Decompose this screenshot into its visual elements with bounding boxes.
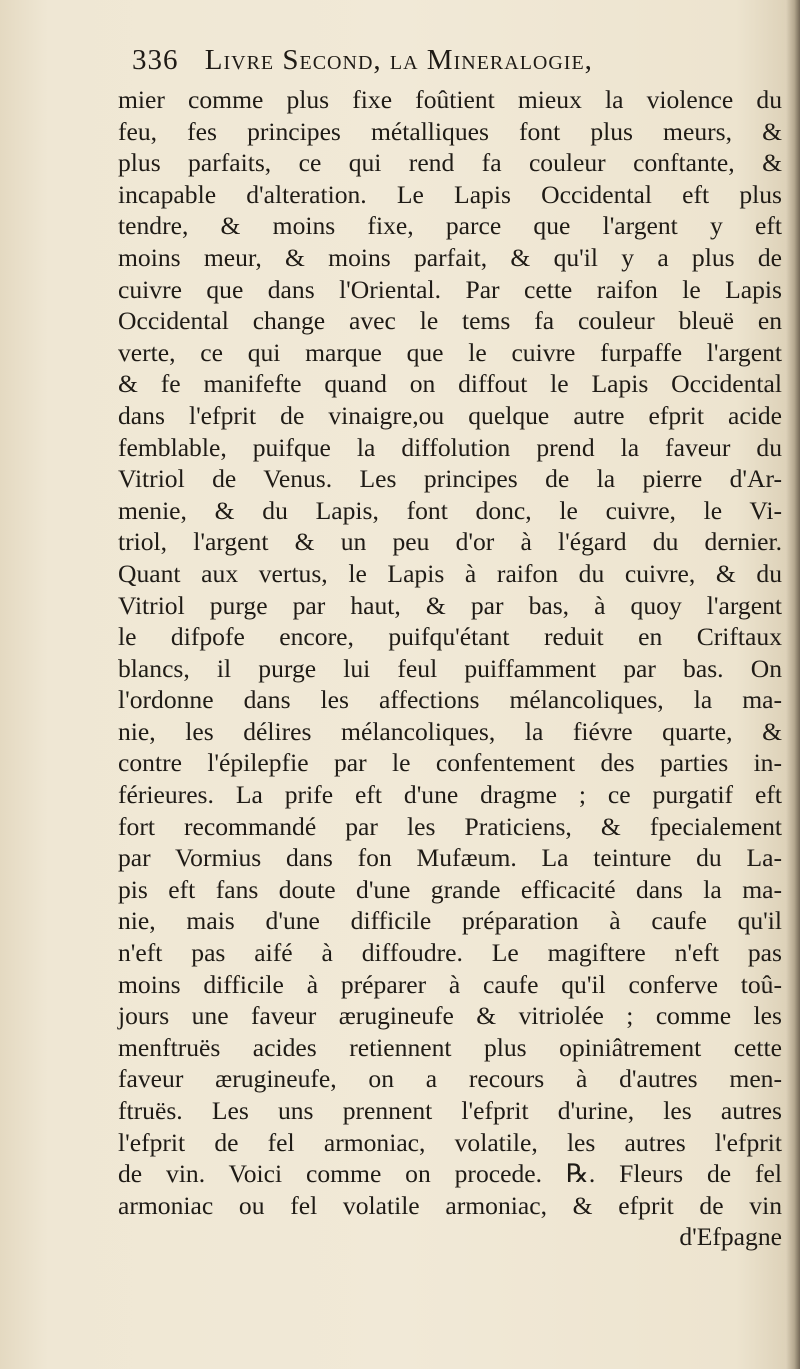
text-line: Quant aux vertus, le Lapis à raifon du cuivre, & du (118, 558, 782, 588)
text-line: nie, les délires mélancoliques, la fiévre quarte, & (118, 716, 782, 746)
text-line: férieures. La prife eft d'une dragme ; ce purgatif eft (118, 780, 782, 810)
text-line: ftruës. Les uns prennent l'efprit d'urine, les autres (118, 1096, 782, 1125)
text-line: menie, & du Lapis, font donc, le cuivre, le Vi- (118, 495, 782, 525)
text-line: Vitriol de Venus. Les principes de la pierre d'Ar- (118, 464, 782, 494)
text-line: le difpofe encore, puifqu'étant reduit en Criftaux (118, 622, 782, 652)
running-head (132, 44, 770, 84)
running-title: Livre Second, la Mineralogie, (204, 44, 593, 76)
page-edge-shadow (786, 0, 800, 1369)
text-line: nie, mais d'une difficile préparation à caufe qu'il (118, 906, 782, 936)
text-line: dans l'efprit de vinaigre,ou quelque autre efprit acide (118, 400, 782, 430)
text-line: moins difficile à préparer à caufe qu'il conferve toû- (118, 969, 782, 999)
page-number: 336 (132, 44, 179, 76)
text-line: armoniac ou fel volatile armoniac, & efprit de vin (118, 1190, 782, 1220)
text-line: tendre, & moins fixe, parce que l'argent y eft (118, 211, 782, 241)
text-line: Vitriol purge par haut, & par bas, à quoy l'argent (118, 590, 782, 620)
text-line: n'eft pas aifé à diffoudre. Le magiftere n'eft pas (118, 938, 782, 968)
text-line: verte, ce qui marque que le cuivre furpaffe l'argent (118, 337, 782, 367)
text-line: mier comme plus fixe foûtient mieux la violence du (118, 85, 782, 114)
text-line: faveur ærugineufe, on a recours à d'autres men- (118, 1064, 782, 1094)
text-line: l'efprit de fel armoniac, volatile, les autres l'efprit (118, 1127, 782, 1157)
text-line: pis eft fans doute d'une grande efficacité dans la ma- (118, 874, 782, 904)
text-line: & fe manifefte quand on diffout le Lapis Occidental (118, 369, 782, 399)
text-line: contre l'épilepfie par le confentement des parties in- (118, 748, 782, 778)
text-line: blancs, il purge lui feul puiffamment par bas. On (118, 653, 782, 683)
catchword: d'Efpagne (679, 1222, 782, 1252)
text-line: incapable d'alteration. Le Lapis Occidental eft plus (118, 179, 782, 209)
text-line: de vin. Voici comme on procede. ℞. Fleurs de fel (118, 1159, 782, 1189)
text-line: par Vormius dans fon Mufæum. La teinture du La- (118, 843, 782, 873)
text-line: femblable, puifque la diffolution prend la faveur du (118, 432, 782, 462)
text-line: feu, fes principes métalliques font plus meurs, & (118, 116, 782, 146)
text-line: triol, l'argent & un peu d'or à l'égard du dernier. (118, 527, 782, 557)
text-line: cuivre que dans l'Oriental. Par cette raifon le Lapis (118, 274, 782, 304)
text-line: Occidental change avec le tems fa couleur bleuë en (118, 306, 782, 336)
text-line: fort recommandé par les Praticiens, & fpecialement (118, 811, 782, 841)
text-line: jours une faveur ærugineufe & vitriolée ; comme les (118, 1001, 782, 1031)
text-line: moins meur, & moins parfait, & qu'il y a plus de (118, 242, 782, 272)
text-line: plus parfaits, ce qui rend fa couleur conftante, & (118, 148, 782, 178)
text-line: l'ordonne dans les affections mélancoliques, la ma- (118, 685, 782, 715)
text-line: menftruës acides retiennent plus opiniâtrement cette (118, 1032, 782, 1062)
body-text (118, 84, 782, 1253)
